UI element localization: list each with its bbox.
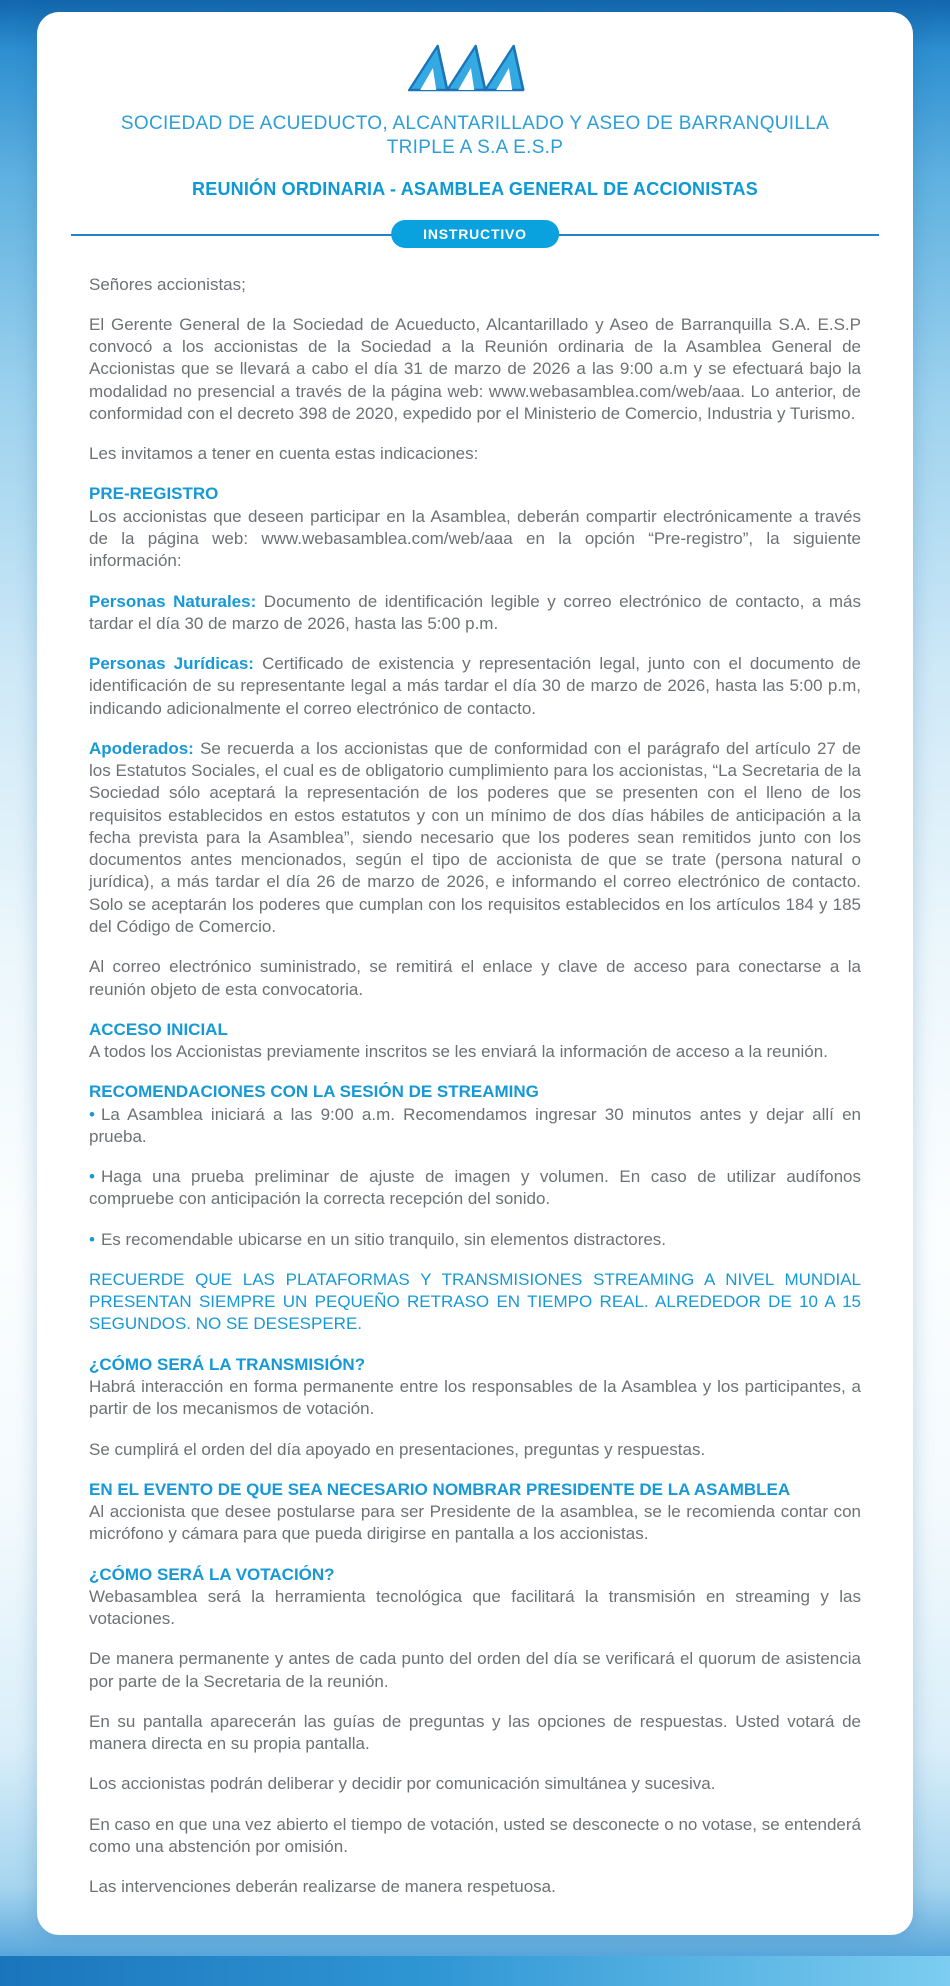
acceso-inicial-heading: ACCESO INICIAL <box>89 1019 228 1039</box>
invitation-line: Les invitamos a tener en cuenta estas indicaciones: <box>89 444 479 464</box>
correo-enlace-paragraph: Al correo electrónico suministrado, se remitirá el enlace y clave de acceso para conectarse a la reunión objeto de esta convocatoria. <box>89 957 861 999</box>
streaming-bullet-2 <box>89 1166 861 1211</box>
votacion-paragraph-4: Los accionistas podrán deliberar y decidir por comunicación simultánea y sucesiva. <box>89 1774 716 1794</box>
presidente-heading: EN EL EVENTO DE QUE SEA NECESARIO NOMBRAR PRESIDENTE DE LA ASAMBLEA <box>89 1479 791 1499</box>
votacion-paragraph-1: Webasamblea será la herramienta tecnológica que facilitará la transmisión en streaming y las votaciones. <box>89 1586 861 1629</box>
pre-registro-paragraph: Los accionistas que deseen participar en la Asamblea, deberán compartir electrónicamente a través de la página web: www.webasamblea.com/web/aaa en la opción “Pre-registro”, la siguiente información: <box>89 506 861 571</box>
streaming-bullet-3 <box>89 1229 861 1251</box>
votacion-paragraph-6: Las intervenciones deberán realizarse de manera respetuosa. <box>89 1877 556 1897</box>
streaming-bullet-1 <box>89 1104 861 1149</box>
footer-bar <box>0 1956 950 1986</box>
document-body <box>89 274 861 1899</box>
votacion-paragraph-5: En caso en que una vez abierto el tiempo de votación, usted se desconecte o no votase, se entenderá como una abstención por omisión. <box>89 1814 861 1856</box>
votacion-heading: ¿CÓMO SERÁ LA VOTACIÓN? <box>89 1564 335 1584</box>
intro-paragraph: El Gerente General de la Sociedad de Acueducto, Alcantarillado y Aseo de Barranquilla S.A. E.S.P convocó a los accionistas de la Sociedad a la Reunión ordinaria de la Asamblea General de Accionistas que se llevará a cabo el día 31 de marzo de 2026 a las 9:00 a.m y se efectuará bajo la modalidad no presencial a través de la página web: www.webasamblea.com/web/aaa. Lo anterior, de conformidad con el decreto 398 de 2020, expedido por el Ministerio de Comercio, Industria y Turismo. <box>89 314 861 423</box>
instructivo-badge: INSTRUCTIVO <box>391 220 559 248</box>
org-name-line2: TRIPLE A S.A E.S.P <box>386 137 564 159</box>
presidente-paragraph: Al accionista que desee postularse para ser Presidente de la asamblea, se le recomienda contar con micrófono y cámara para que pueda dirigirse en pantalla a los accionistas. <box>89 1502 861 1544</box>
transmision-paragraph-2: Se cumplirá el orden del día apoyado en presentaciones, preguntas y respuestas. <box>89 1439 706 1459</box>
instructivo-divider <box>89 220 861 248</box>
bullet-icon: • <box>89 1167 95 1187</box>
apoderados-label: Apoderados: <box>89 738 194 758</box>
triple-a-logo-graphic <box>405 42 545 96</box>
streaming-bullet-1-text: La Asamblea iniciará a las 9:00 a.m. Recomendamos ingresar 30 minutos antes y dejar allí en prueba. <box>89 1104 861 1146</box>
pre-registro-heading: PRE-REGISTRO <box>89 484 219 504</box>
transmision-paragraph-1: Habrá interacción en forma permanente entre los responsables de la Asamblea y los participantes, a partir de los mecanismos de votación. <box>89 1376 861 1419</box>
streaming-bullet-3-text: Es recomendable ubicarse en un sitio tranquilo, sin elementos distractores. <box>100 1229 667 1249</box>
triple-a-logo <box>89 42 861 96</box>
personas-juridicas-text: Certificado de existencia y representación legal, junto con el documento de identificación de su representante legal a más tardar el día 30 de marzo de 2026, hasta las 5:00 p.m, indicando adicionalmente el correo electrónico de contacto. <box>89 654 862 718</box>
votacion-paragraph-3: En su pantalla aparecerán las guías de preguntas y las opciones de respuestas. Usted votará de manera directa en su propia pantalla. <box>89 1711 861 1754</box>
apoderados-text: Se recuerda a los accionistas que de conformidad con el parágrafo del artículo 27 de los Estatutos Sociales, el cual es de obligatorio cumplimiento para los accionistas, “La Secretaria de la Sociedad sólo aceptará la representación de los poderes que se presenten con el lleno de los requisitos establecidos en estos estatutos y con un mínimo de dos días hábiles de anticipación a la fecha prevista para la Asamblea”, siendo necesario que los poderes sean remitidos junto con los documentos antes mencionados, según el tipo de accionista de que se trate (persona natural o jurídica), a más tardar el día 26 de marzo de 2026, e informando el correo electrónico de contacto. Solo se aceptarán los poderes que cumplan con los requisitos establecidos en los artículos 184 y 185 del Código de Comercio. <box>89 738 861 936</box>
salutation: Señores accionistas; <box>89 274 246 294</box>
personas-naturales-label: Personas Naturales: <box>89 591 257 611</box>
acceso-inicial-paragraph: A todos los Accionistas previamente inscritos se les enviará la información de acceso a la reunión. <box>89 1042 828 1062</box>
apoderados-paragraph <box>89 738 861 938</box>
streaming-bullet-2-text: Haga una prueba preliminar de ajuste de imagen y volumen. En caso de utilizar audífonos compruebe con anticipación la correcta recepción del sonido. <box>89 1167 861 1209</box>
org-name-line1: SOCIEDAD DE ACUEDUCTO, ALCANTARILLADO Y ASEO DE BARRANQUILLA <box>120 113 830 134</box>
organization-title <box>89 112 861 161</box>
votacion-paragraph-2: De manera permanente y antes de cada punto del orden del día se verificará el quorum de asistencia por parte de la Secretaria de la reunión. <box>89 1649 861 1691</box>
bullet-icon: • <box>89 1229 95 1249</box>
streaming-heading: RECOMENDACIONES CON LA SESIÓN DE STREAMING <box>89 1082 539 1102</box>
personas-naturales-paragraph <box>89 591 861 636</box>
recuerde-notice: RECUERDE QUE LAS PLATAFORMAS Y TRANSMISIONES STREAMING A NIVEL MUNDIAL PRESENTAN SIEMPRE UN PEQUEÑO RETRASO EN TIEMPO REAL. ALREDEDOR DE 10 A 15 SEGUNDOS. NO SE DESESPERE. <box>89 1269 861 1334</box>
personas-naturales-text: Documento de identificación legible y correo electrónico de contacto, a más tardar el día 30 de marzo de 2026, hasta las 5:00 p.m. <box>89 591 862 633</box>
bullet-icon: • <box>89 1104 95 1124</box>
personas-juridicas-label: Personas Jurídicas: <box>89 654 254 674</box>
transmision-heading: ¿CÓMO SERÁ LA TRANSMISIÓN? <box>89 1354 366 1374</box>
personas-juridicas-paragraph <box>89 653 861 720</box>
meeting-title: REUNIÓN ORDINARIA - ASAMBLEA GENERAL DE ACCIONISTAS <box>192 178 758 199</box>
instructivo-card <box>37 12 913 1935</box>
